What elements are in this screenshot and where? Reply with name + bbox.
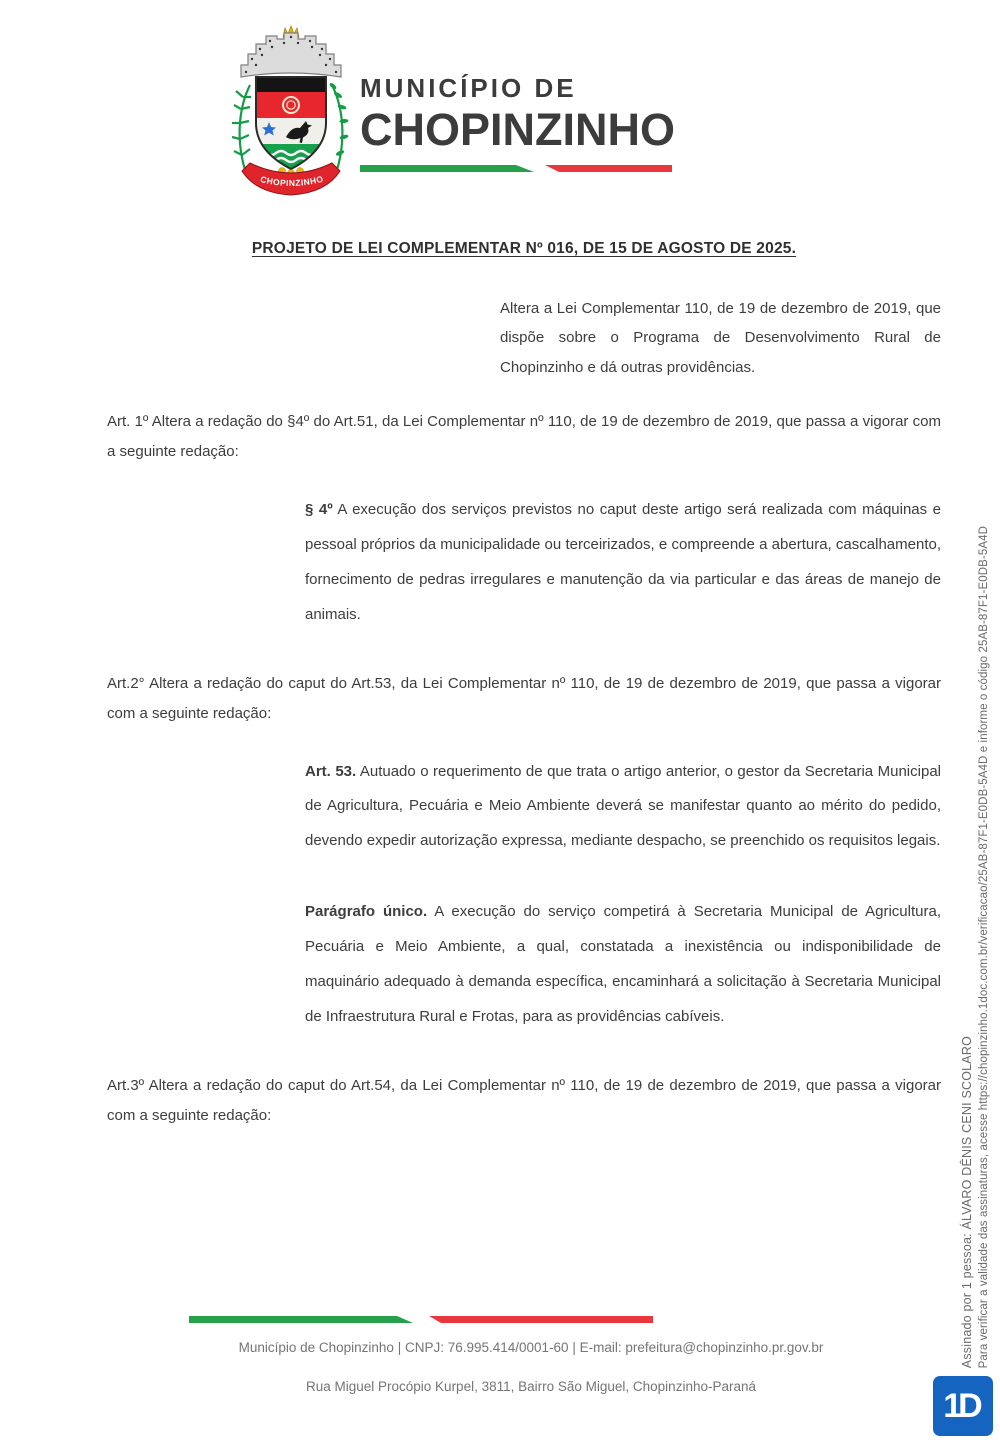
coat-of-arms [226,25,356,200]
green-bar [189,1316,413,1323]
page-footer [0,1316,1000,1394]
quote-lead: § 4º [305,500,333,518]
red-bar [545,165,672,172]
quote-text: A execução do serviço competirá à Secretaria Municipal de Agricultura, Pecuária e Meio Ambiente, a qual, constatada a inexistência ou indisponibilidade de maquinário adequado à demanda específica, encaminhará a solicitação à Secretaria Municipal de Infraestrutura Rural e Frotas, para as providências cabíveis. [305,903,942,1026]
quote-lead: Art. 53. [305,762,357,780]
1doc-logo: 1D [933,1376,993,1436]
green-bar [360,165,534,172]
document-title: PROJETO DE LEI COMPLEMENTAR Nº 016, DE 15 DE AGOSTO DE 2025. [251,240,797,257]
crest-ribbon-text: CHOPINZINHO [259,173,325,189]
signature-signed-by-text: Assinado por 1 pessoa: ÁLVARO DÊNIS CENI SCOLARO [960,1035,974,1368]
quote-sole-paragraph [305,895,941,1035]
org-name-line1: MUNICÍPIO DE [360,73,577,103]
quote-text: Autuado o requerimento de que trata o artigo anterior, o gestor da Secretaria Municipal de Agricultura, Pecuária e Meio Ambiente deverá se manifestar quanto ao mérito do pedido, devendo expedir autorização expressa, mediante despacho, se preenchido os requisitos legais. [305,762,941,850]
article-1-paragraph: Art. 1º Altera a redação do §4º do Art.51, da Lei Complementar nº 110, de 19 de dezembro de 2019, que passa a vigorar com a seguinte redação: [107,412,941,460]
left-branch-icon [232,85,251,173]
quote-paragraph-4 [305,493,941,633]
article-2-paragraph: Art.2° Altera a redação do caput do Art.53, da Lei Complementar nº 110, de 19 de dezembro de 2019, que passa a vigorar com a seguinte redação: [107,674,941,722]
brand-underline-bar [360,165,672,172]
municipality-header [226,25,1000,200]
quote-article-53 [305,755,941,860]
org-name-line2: CHOPINZINHO [360,104,675,155]
quote-lead: Parágrafo único. [305,903,428,921]
quote-text: A execução dos serviços previstos no caput deste artigo será realizada com máquinas e pessoal próprios da municipalidade ou terceirizados, e compreende a abertura, cascalhamento, fornecimento de pedras irregulares e manutenção da via particular e das áreas de manejo de animais. [305,500,941,623]
article-3-paragraph: Art.3º Altera a redação do caput do Art.54, da Lei Complementar nº 110, de 19 de dezembro de 2019, que passa a vigorar com a seguinte redação: [107,1077,941,1125]
municipality-wordmark [360,73,675,172]
shield [254,75,328,172]
ementa-paragraph: Altera a Lei Complementar 110, de 19 de dezembro de 2019, que dispõe sobre o Programa de Desenvolvimento Rural de Chopinzinho e dá outras providências. [500,300,941,376]
document-body [0,240,1000,1131]
footer-bars [189,1316,1000,1323]
footer-address-line: Rua Miguel Procópio Kurpel, 3811, Bairro São Miguel, Chopinzinho-Paraná [305,1379,756,1394]
footer-contact-line: Município de Chopinzinho | CNPJ: 76.995.414/0001-60 | E-mail: prefeitura@chopinzinho.pr.gov.br [238,1340,824,1355]
signature-verification-text: Para verificar a validade das assinaturas, acesse https://chopinzinho.1doc.com.br/verificacao/25AB-87F1-E0DB-5A4D e informe o código 25AB-87F1-E0DB-5A4D [978,525,990,1368]
mural-crown-icon [241,33,341,77]
red-bar [429,1316,653,1323]
right-branch-icon [329,82,349,173]
